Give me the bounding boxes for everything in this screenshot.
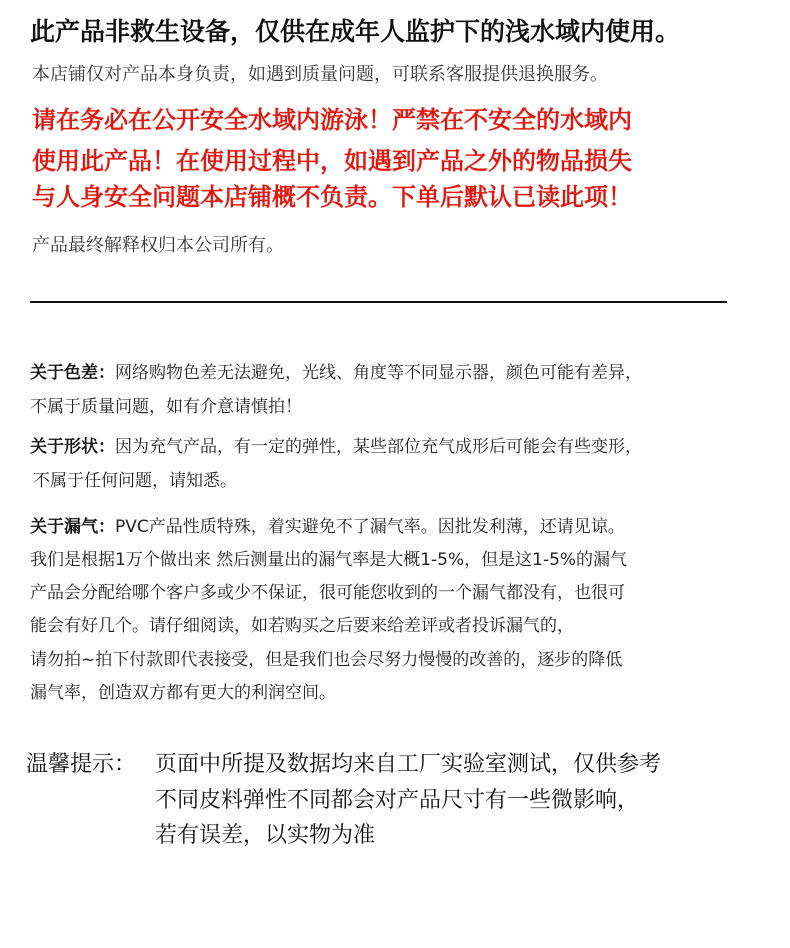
warning-line-3: 与人身安全问题本店铺概不负责。下单后默认已读此项！ [32,183,632,211]
notice-subtitle: 本店铺仅对产品本身负责，如遇到质量问题，可联系客服提供退换服务。 [32,64,608,85]
leak-line-4: 能会有好几个。请仔细阅读，如若购买之后要来给差评或者投诉漏气的， [30,616,574,636]
shape-line-1 [30,432,642,457]
leak-text: PVC产品性质特殊，着实避免不了漏气率。因批发利薄，还请见谅。 [115,517,625,537]
tips-label: 温馨提示： [26,752,137,777]
tips-line-1: 页面中所提及数据均来自工厂实验室测试，仅供参考 [155,752,662,777]
leak-line-2: 我们是根据1万个做出来 然后测量出的漏气率是大概1-5%，但是这1-5%的漏气 [30,550,628,570]
final-right-statement: 产品最终解释权归本公司所有。 [32,235,284,256]
color-diff-text: 网络购物色差无法避免，光线、角度等不同显示器，颜色可能有差异， [115,363,642,383]
tips-line-2: 不同皮料弹性不同都会对产品尺寸有一些微影响， [155,788,640,813]
leak-label: 关于漏气： [30,517,115,537]
notice-title: 此产品非救生设备，仅供在成年人监护下的浅水域内使用。 [30,17,681,46]
tips-line-3: 若有误差，以实物为准 [155,823,376,848]
leak-line-6: 漏气率，创造双方都有更大的利润空间。 [30,683,336,703]
shape-line-2: 不属于任何问题，请知悉。 [33,471,237,491]
leak-line-3: 产品会分配给哪个客户多或少不保证，很可能您收到的一个漏气都没有，也很可 [30,583,625,603]
leak-line-1 [30,512,625,537]
leak-line-5: 请勿拍~拍下付款即代表接受，但是我们也会尽努力慢慢的改善的，逐步的降低 [30,650,623,670]
shape-text: 因为充气产品，有一定的弹性，某些部位充气成形后可能会有些变形， [115,437,642,457]
warning-line-1: 请在务必在公开安全水域内游泳！严禁在不安全的水域内 [32,106,632,134]
section-divider [30,301,727,303]
color-diff-line-2: 不属于质量问题，如有介意请慎拍！ [30,397,302,417]
shape-label: 关于形状： [30,437,115,457]
warning-line-2: 使用此产品！在使用过程中，如遇到产品之外的物品损失 [32,147,632,175]
color-diff-label: 关于色差： [30,363,115,383]
color-diff-line-1 [30,358,642,383]
